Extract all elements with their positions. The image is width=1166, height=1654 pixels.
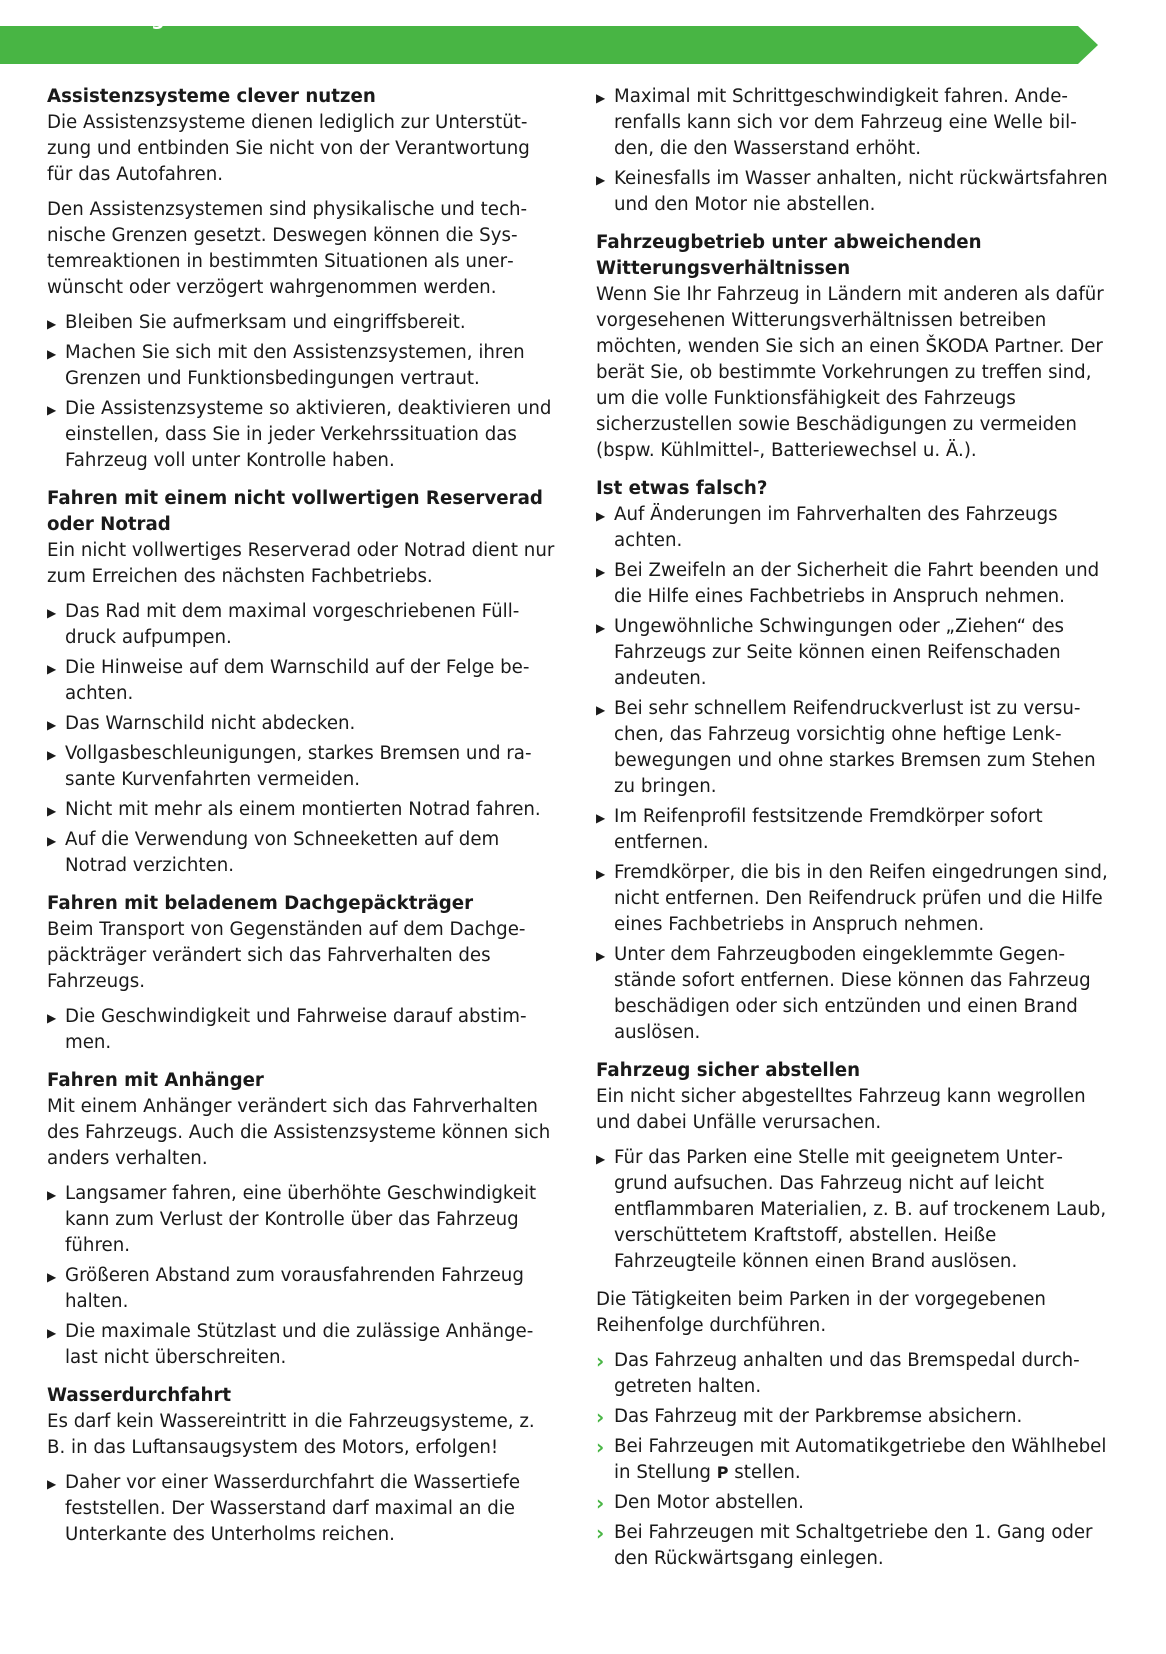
- paragraph: Es darf kein Wassereintritt in die Fahrzeugsysteme, z. B. in das Luftansaugsystem des Motors, erfolgen!: [47, 1411, 535, 1458]
- paragraph: Beim Transport von Gegenständen auf dem Dachgepäckträger verändert sich das Fahrverhalten des Fahrzeugs.: [47, 919, 526, 992]
- bullet-list: [47, 1470, 557, 1548]
- section-park-safely: [596, 1058, 1108, 1572]
- breadcrumb-separator: ›: [289, 8, 297, 30]
- triangle-bullet-icon: ▶: [596, 703, 606, 717]
- list-item: ▶ Die Hinweise auf dem Warnschild auf der Felge beachten.: [47, 657, 530, 704]
- section-heading: Wasserdurchfahrt: [47, 1385, 232, 1406]
- bullet-list: [596, 502, 1108, 1046]
- section-heading: Assistenzsysteme clever nutzen: [47, 86, 376, 107]
- list-item: ▶ Ungewöhnliche Schwingungen oder „Ziehen“ des Fahrzeugs zur Seite können einen Reifenschaden andeuten.: [596, 616, 1064, 689]
- chapter-title: Richtig und sicher: [89, 8, 284, 30]
- triangle-bullet-icon: ▶: [47, 347, 57, 361]
- triangle-bullet-icon: ▶: [47, 1270, 57, 1284]
- list-item: ▶ Machen Sie sich mit den Assistenzsystemen, ihren Grenzen und Funktionsbedingungen vertraut.: [47, 342, 525, 389]
- section-spare-wheel: [47, 486, 557, 879]
- triangle-bullet-icon: ▶: [47, 1011, 57, 1025]
- chevron-right-icon: ›: [596, 1435, 605, 1459]
- bullet-list: [47, 310, 557, 474]
- list-item: ▶ Bei sehr schnellem Reifendruckverlust ist zu versuchen, das Fahrzeug vorsichtig ohne heftige Lenkbewegungen und ohne starkes Bremsen zum Stehen zu bringen.: [596, 698, 1096, 797]
- gear-position-symbol: P: [716, 1463, 729, 1482]
- chevron-right-icon: ›: [596, 1491, 605, 1515]
- triangle-bullet-icon: ▶: [47, 1188, 57, 1202]
- triangle-bullet-icon: ▶: [596, 565, 606, 579]
- triangle-bullet-icon: ▶: [596, 1152, 606, 1166]
- list-item: ▶ Fremdkörper, die bis in den Reifen eingedrungen sind, nicht entfernen. Den Reifendruck prüfen und die Hilfe eines Fachbetriebs in Anspruch nehmen.: [596, 862, 1108, 935]
- list-item: ▶ Bleiben Sie aufmerksam und eingriffsbereit.: [47, 310, 557, 336]
- page-number: 20: [47, 8, 74, 30]
- triangle-bullet-icon: ▶: [47, 834, 57, 848]
- step-item: › Bei Fahrzeugen mit Automatikgetriebe den Wählhebel in Stellung P stellen.: [596, 1435, 1107, 1483]
- paragraph: Wenn Sie Ihr Fahrzeug in Ländern mit anderen als dafür vorgesehenen Witterungsverhältnissen betreiben möchten, wenden Sie sich an einen ŠKODA Partner. Der berät Sie, ob bestimmte Vorkehrungen zu treffen sind, um die volle Funktionsfähigkeit des Fahrzeugs sicherzustellen sowie Beschädigungen zu vermeiden (bspw. Kühlmittel-, Batteriewechsel u. Ä.).: [596, 284, 1104, 461]
- left-column: [47, 84, 557, 1560]
- list-item: ▶ Die Geschwindigkeit und Fahrweise darauf abstimmen.: [47, 1006, 527, 1053]
- section-heading: Fahren mit beladenem Dachgepäckträger: [47, 893, 474, 914]
- section-heading: Ist etwas falsch?: [596, 478, 768, 499]
- triangle-bullet-icon: ▶: [47, 1326, 57, 1340]
- section-weather-conditions: [596, 230, 1108, 464]
- list-item: ▶ Nicht mit mehr als einem montierten Notrad fahren.: [47, 797, 557, 823]
- step-item: › Das Fahrzeug anhalten und das Bremspedal durchgetreten halten.: [596, 1349, 1080, 1397]
- bullet-list: [47, 1181, 557, 1371]
- list-item: ▶ Auf Änderungen im Fahrverhalten des Fahrzeugs achten.: [596, 504, 1058, 551]
- triangle-bullet-icon: ▶: [47, 662, 57, 676]
- triangle-bullet-icon: ▶: [596, 621, 606, 635]
- triangle-bullet-icon: ▶: [596, 509, 606, 523]
- section-heading: Fahren mit einem nicht vollwertigen Reserverad oder Notrad: [47, 488, 543, 535]
- section-roof-rack: [47, 891, 557, 1056]
- paragraph: Ein nicht sicher abgestelltes Fahrzeug kann wegrollen und dabei Unfälle verursachen.: [596, 1086, 1086, 1133]
- list-item: ▶ Keinesfalls im Wasser anhalten, nicht rückwärtsfahren und den Motor nie abstellen.: [596, 168, 1108, 215]
- triangle-bullet-icon: ▶: [47, 606, 57, 620]
- section-trailer: [47, 1068, 557, 1371]
- bullet-list: [596, 84, 1108, 218]
- section-water-crossing: [47, 1383, 557, 1548]
- section-heading: Fahrzeugbetrieb unter abweichenden Witterungsverhältnissen: [596, 232, 982, 279]
- section-title: Sicheres Fahren: [303, 8, 454, 30]
- triangle-bullet-icon: ▶: [47, 804, 57, 818]
- triangle-bullet-icon: ▶: [596, 867, 606, 881]
- triangle-bullet-icon: ▶: [47, 718, 57, 732]
- step-list: [596, 1348, 1108, 1572]
- list-item: ▶ Die maximale Stützlast und die zulässige Anhängelast nicht überschreiten.: [47, 1321, 534, 1368]
- list-item: ▶ Das Warnschild nicht abdecken.: [47, 711, 557, 737]
- bullet-list: [47, 1004, 557, 1056]
- section-assistance-systems: [47, 84, 557, 474]
- chevron-right-icon: ›: [596, 1349, 605, 1373]
- step-item: › Den Motor abstellen.: [596, 1491, 804, 1515]
- triangle-bullet-icon: ▶: [47, 403, 57, 417]
- list-item: ▶ Für das Parken eine Stelle mit geeignetem Untergrund aufsuchen. Das Fahrzeug nicht auf leicht entflammbaren Materialien, z. B. auf trockenem Laub, verschüttetem Kraftstoff, abstellen. Heiße Fahrzeugteile können einen Brand auslösen.: [596, 1147, 1107, 1272]
- step-item: › Bei Fahrzeugen mit Schaltgetriebe den 1. Gang oder den Rückwärtsgang einlegen.: [596, 1521, 1093, 1569]
- right-column: [596, 84, 1108, 1584]
- paragraph: Die Assistenzsysteme dienen lediglich zur Unterstützung und entbinden Sie nicht von der Verantwortung für das Autofahren.: [47, 112, 530, 185]
- list-item: ▶ Größeren Abstand zum vorausfahrenden Fahrzeug halten.: [47, 1265, 524, 1312]
- triangle-bullet-icon: ▶: [47, 317, 57, 331]
- list-item: ▶ Unter dem Fahrzeugboden eingeklemmte Gegenstände sofort entfernen. Diese können das Fahrzeug beschädigen oder sich entzünden und einen Brand auslösen.: [596, 944, 1091, 1043]
- triangle-bullet-icon: ▶: [596, 949, 606, 963]
- bullet-list: [596, 1145, 1108, 1275]
- list-item: ▶ Maximal mit Schrittgeschwindigkeit fahren. Anderenfalls kann sich vor dem Fahrzeug eine Welle bilden, die den Wasserstand erhöht.: [596, 86, 1077, 159]
- paragraph: Den Assistenzsystemen sind physikalische und technische Grenzen gesetzt. Deswegen können die Systemreaktionen in bestimmten Situationen als unerwünscht oder verzögert wahrgenommen werden.: [47, 199, 528, 298]
- list-item: ▶ Im Reifenprofil festsitzende Fremdkörper sofort entfernen.: [596, 806, 1043, 853]
- list-item: ▶ Das Rad mit dem maximal vorgeschriebenen Fülldruck aufpumpen.: [47, 601, 520, 648]
- header-text: [47, 0, 454, 38]
- step-item: › Das Fahrzeug mit der Parkbremse absichern.: [596, 1405, 1023, 1429]
- triangle-bullet-icon: ▶: [596, 173, 606, 187]
- paragraph: Ein nicht vollwertiges Reserverad oder Notrad dient nur zum Erreichen des nächsten Fachbetriebs.: [47, 540, 555, 587]
- list-item: ▶ Auf die Verwendung von Schneeketten auf dem Notrad verzichten.: [47, 829, 500, 876]
- list-item: ▶ Die Assistenzsysteme so aktivieren, deaktivieren und einstellen, dass Sie in jeder Verkehrssituation das Fahrzeug voll unter Kontrolle haben.: [47, 398, 552, 471]
- paragraph: Die Tätigkeiten beim Parken in der vorgegebenen Reihenfolge durchführen.: [596, 1289, 1046, 1336]
- section-heading: Fahren mit Anhänger: [47, 1070, 264, 1091]
- triangle-bullet-icon: ▶: [47, 748, 57, 762]
- triangle-bullet-icon: ▶: [596, 811, 606, 825]
- chevron-right-icon: ›: [596, 1405, 605, 1429]
- list-item: ▶ Bei Zweifeln an der Sicherheit die Fahrt beenden und die Hilfe eines Fachbetriebs in Anspruch nehmen.: [596, 560, 1100, 607]
- bullet-list: [47, 599, 557, 879]
- triangle-bullet-icon: ▶: [47, 1477, 57, 1491]
- section-something-wrong: [596, 476, 1108, 1046]
- section-heading: Fahrzeug sicher abstellen: [596, 1060, 861, 1081]
- triangle-bullet-icon: ▶: [596, 91, 606, 105]
- list-item: ▶ Vollgasbeschleunigungen, starkes Bremsen und rasante Kurvenfahrten vermeiden.: [47, 743, 532, 790]
- list-item: ▶ Daher vor einer Wasserdurchfahrt die Wassertiefe feststellen. Der Wasserstand darf maximal an die Unterkante des Unterholms reichen.: [47, 1472, 521, 1545]
- list-item: ▶ Langsamer fahren, eine überhöhte Geschwindigkeit kann zum Verlust der Kontrolle über das Fahrzeug führen.: [47, 1183, 537, 1256]
- paragraph: Mit einem Anhänger verändert sich das Fahrverhalten des Fahrzeugs. Auch die Assistenzsysteme können sich anders verhalten.: [47, 1096, 551, 1169]
- chevron-right-icon: ›: [596, 1521, 605, 1545]
